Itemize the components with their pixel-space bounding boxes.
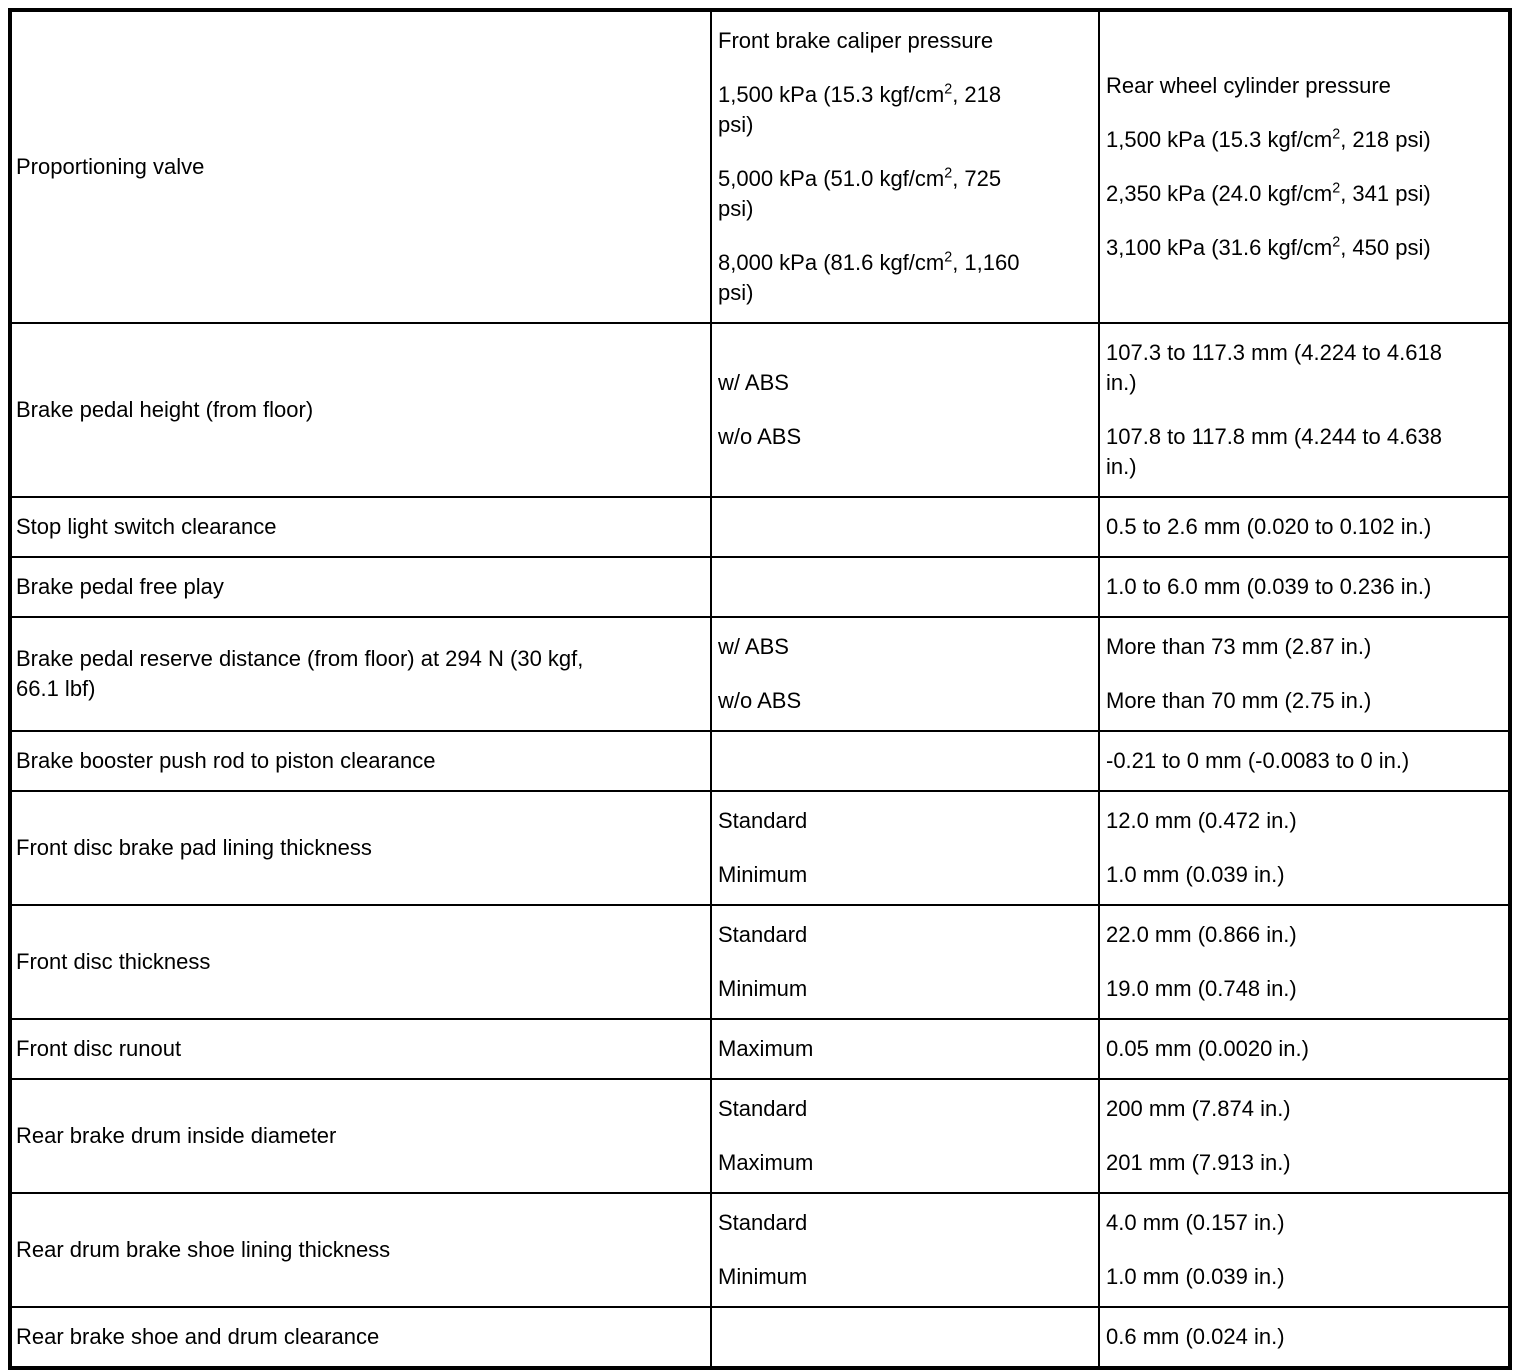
spec-value-cell: [1100, 1194, 1508, 1306]
spec-label-cell: [12, 1080, 712, 1192]
spec-condition-cell: [712, 1020, 1100, 1078]
spec-value-cell: [1100, 1080, 1508, 1192]
spec-text: Minimum: [718, 862, 808, 887]
spec-text: Maximum: [718, 1150, 814, 1175]
spec-value-cell: [1100, 12, 1508, 322]
spec-text: Standard: [718, 1096, 808, 1121]
spec-text: 1,500 kPa (15.3 kgf/$cm^2$, 218 psi): [718, 81, 1002, 137]
spec-text: 0.5 to 2.6 mm (0.020 to 0.102 in.): [1106, 514, 1432, 539]
superscript-2: 2: [1332, 234, 1341, 251]
spec-condition-cell: [712, 324, 1100, 496]
spec-condition-cell: [712, 792, 1100, 904]
spec-text: w/ ABS: [718, 634, 789, 659]
spec-value-cell: [1100, 732, 1508, 790]
spec-text: 0.05 mm (0.0020 in.): [1106, 1036, 1309, 1061]
spec-label-cell: [12, 324, 712, 496]
spec-text: Front brake caliper pressure: [718, 28, 994, 53]
spec-label-cell: [12, 1308, 712, 1366]
spec-value-cell: [1100, 618, 1508, 730]
superscript-2: 2: [1332, 126, 1341, 143]
spec-text: Front disc runout: [16, 1036, 182, 1061]
spec-label-cell: [12, 1194, 712, 1306]
spec-condition-cell: [712, 1194, 1100, 1306]
spec-text: 4.0 mm (0.157 in.): [1106, 1210, 1285, 1235]
spec-text: 12.0 mm (0.472 in.): [1106, 808, 1297, 833]
spec-text: Standard: [718, 808, 808, 833]
spec-condition-cell: [712, 558, 1100, 616]
spec-text: Front disc brake pad lining thickness: [16, 835, 372, 860]
table-row: [12, 1194, 1508, 1308]
table-row: [12, 1020, 1508, 1080]
spec-text: Brake pedal reserve distance (from floor) at 294 N (30 kgf, 66.1 lbf): [16, 646, 584, 701]
superscript-2: 2: [944, 249, 953, 266]
spec-text: 0.6 mm (0.024 in.): [1106, 1324, 1285, 1349]
spec-label-cell: [12, 906, 712, 1018]
spec-text: Rear wheel cylinder pressure: [1106, 73, 1391, 98]
spec-text: Front disc thickness: [16, 949, 211, 974]
spec-label-cell: [12, 12, 712, 322]
service-spec-page: [0, 8, 1520, 1349]
spec-text: -0.21 to 0 mm (-0.0083 to 0 in.): [1106, 748, 1410, 773]
spec-condition-cell: [712, 1080, 1100, 1192]
spec-label-cell: [12, 558, 712, 616]
table-row: [12, 906, 1508, 1020]
spec-text: Minimum: [718, 976, 808, 1001]
spec-text: Standard: [718, 1210, 808, 1235]
spec-label-cell: [12, 498, 712, 556]
spec-value-cell: [1100, 906, 1508, 1018]
spec-text: Standard: [718, 922, 808, 947]
spec-value-cell: [1100, 324, 1508, 496]
spec-value-cell: [1100, 1308, 1508, 1366]
spec-text: Brake pedal height (from floor): [16, 397, 314, 422]
table-row: [12, 12, 1508, 324]
spec-text: 107.3 to 117.3 mm (4.224 to 4.618 in.): [1106, 340, 1442, 395]
spec-text: 22.0 mm (0.866 in.): [1106, 922, 1297, 947]
spec-value-cell: [1100, 498, 1508, 556]
spec-text: w/o ABS: [718, 424, 802, 449]
spec-text: 8,000 kPa (81.6 kgf/$cm^2$, 1,160 psi): [718, 249, 1020, 305]
superscript-2: 2: [1332, 180, 1341, 197]
spec-condition-cell: [712, 1308, 1100, 1366]
table-row: [12, 1080, 1508, 1194]
spec-text: Brake booster push rod to piston clearance: [16, 748, 436, 773]
spec-label-cell: [12, 618, 712, 730]
spec-label-cell: [12, 1020, 712, 1078]
spec-text: Minimum: [718, 1264, 808, 1289]
spec-condition-cell: [712, 12, 1100, 322]
spec-value-cell: [1100, 792, 1508, 904]
table-row: [12, 1308, 1508, 1366]
spec-text: More than 73 mm (2.87 in.): [1106, 634, 1372, 659]
spec-text: Rear brake shoe and drum clearance: [16, 1324, 380, 1349]
spec-value-cell: [1100, 558, 1508, 616]
spec-text: 1.0 mm (0.039 in.): [1106, 1264, 1285, 1289]
table-row: [12, 498, 1508, 558]
spec-text: More than 70 mm (2.75 in.): [1106, 688, 1372, 713]
spec-text: 201 mm (7.913 in.): [1106, 1150, 1291, 1175]
spec-text: 1.0 mm (0.039 in.): [1106, 862, 1285, 887]
spec-text: 5,000 kPa (51.0 kgf/$cm^2$, 725 psi): [718, 165, 1002, 221]
spec-text: Maximum: [718, 1036, 814, 1061]
spec-condition-cell: [712, 498, 1100, 556]
spec-text: 107.8 to 117.8 mm (4.244 to 4.638 in.): [1106, 424, 1442, 479]
superscript-2: 2: [944, 165, 953, 182]
table-row: [12, 792, 1508, 906]
spec-text: 1.0 to 6.0 mm (0.039 to 0.236 in.): [1106, 574, 1432, 599]
spec-condition-cell: [712, 732, 1100, 790]
spec-text: Brake pedal free play: [16, 574, 224, 599]
spec-text: 1,500 kPa (15.3 kgf/$cm^2$, 218 psi): [1106, 126, 1431, 152]
spec-condition-cell: [712, 906, 1100, 1018]
spec-text: Proportioning valve: [16, 154, 205, 179]
spec-text: 3,100 kPa (31.6 kgf/$cm^2$, 450 psi): [1106, 234, 1431, 260]
spec-text: Stop light switch clearance: [16, 514, 277, 539]
spec-value-cell: [1100, 1020, 1508, 1078]
spec-label-cell: [12, 732, 712, 790]
spec-text: w/o ABS: [718, 688, 802, 713]
spec-text: Rear brake drum inside diameter: [16, 1123, 337, 1148]
spec-text: 2,350 kPa (24.0 kgf/$cm^2$, 341 psi): [1106, 180, 1431, 206]
spec-text: w/ ABS: [718, 370, 789, 395]
spec-condition-cell: [712, 618, 1100, 730]
table-row: [12, 558, 1508, 618]
table-row: [12, 618, 1508, 732]
table-row: [12, 324, 1508, 498]
superscript-2: 2: [944, 81, 953, 98]
table-row: [12, 732, 1508, 792]
spec-label-cell: [12, 792, 712, 904]
spec-text: 19.0 mm (0.748 in.): [1106, 976, 1297, 1001]
spec-text: 200 mm (7.874 in.): [1106, 1096, 1291, 1121]
spec-text: Rear drum brake shoe lining thickness: [16, 1237, 391, 1262]
